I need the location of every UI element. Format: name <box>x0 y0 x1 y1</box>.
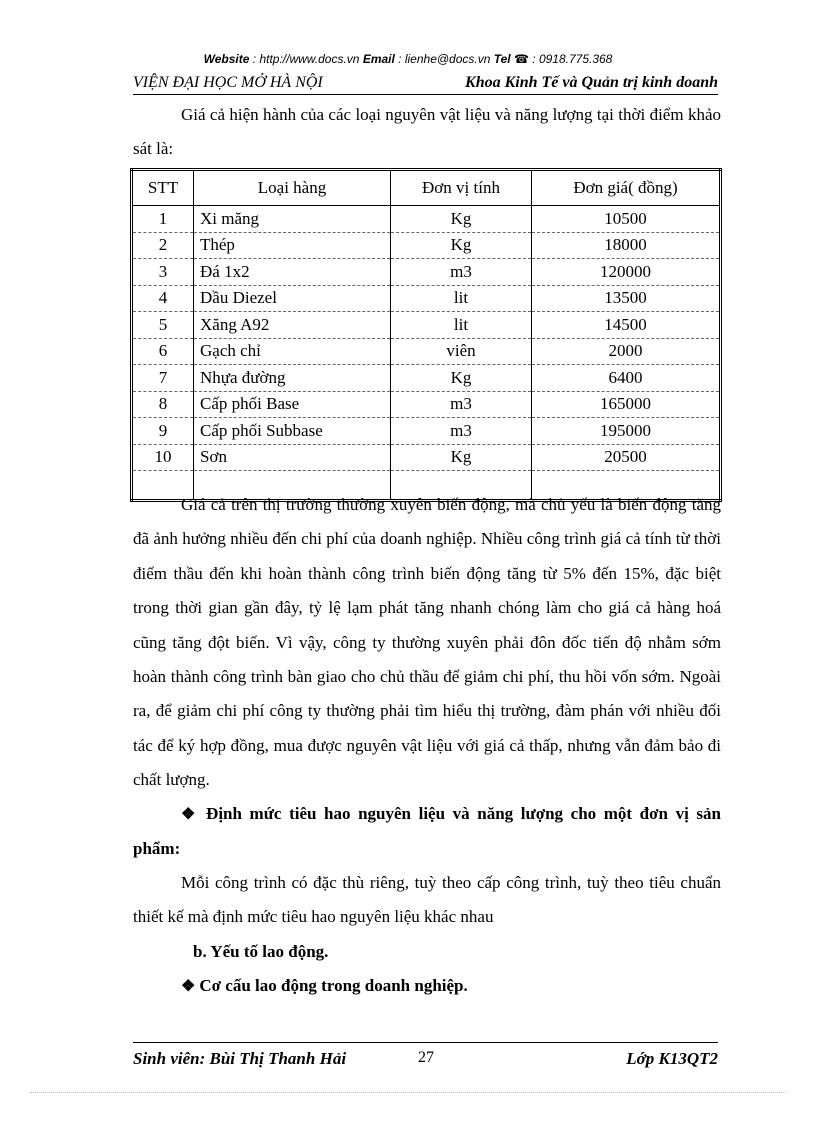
price-table <box>130 168 722 502</box>
table-row <box>132 391 721 418</box>
header-institute: VIỆN ĐẠI HỌC MỞ HÀ NỘI <box>133 74 323 91</box>
cell-stt: 7 <box>132 365 194 392</box>
email-label: Email <box>362 52 395 66</box>
cell-stt: 9 <box>132 418 194 445</box>
cell-item: Thép <box>194 232 391 259</box>
page-number: 27 <box>418 1049 434 1066</box>
cell-price: 10500 <box>532 206 721 233</box>
website-line <box>0 52 816 66</box>
consumption-heading-text: Định mức tiêu hao nguyên liệu và năng lượng cho một đơn vị sản phẩm: <box>133 804 721 859</box>
cell-price: 13500 <box>532 285 721 312</box>
intro-paragraph: Giá cả hiện hành của các loại nguyên vật liệu và năng lượng tại thời điểm khảo sát là: <box>133 105 721 159</box>
table-row <box>132 338 721 365</box>
header-item: Loại hàng <box>194 170 391 206</box>
cell-price: 14500 <box>532 312 721 339</box>
footer-student: Sinh viên: Bùi Thị Thanh Hải <box>133 1049 347 1068</box>
header-price: Đơn giá( đồng) <box>532 170 721 206</box>
header-unit: Đơn vị tính <box>391 170 532 206</box>
cell-price: 20500 <box>532 444 721 471</box>
page-header <box>133 74 718 95</box>
table-row <box>132 418 721 445</box>
cell-item: Xăng A92 <box>194 312 391 339</box>
table-row <box>132 285 721 312</box>
cell-unit: Kg <box>391 365 532 392</box>
cell-unit: lit <box>391 312 532 339</box>
cell-price: 120000 <box>532 259 721 286</box>
header-faculty: Khoa Kinh Tế và Quản trị kinh doanh <box>465 74 718 91</box>
cell-unit: m3 <box>391 391 532 418</box>
table-row <box>132 206 721 233</box>
cell-item: Cấp phối Base <box>194 391 391 418</box>
cell-stt: 6 <box>132 338 194 365</box>
table-header-row <box>132 170 721 206</box>
table-row <box>132 232 721 259</box>
cell-item: Gạch chỉ <box>194 338 391 365</box>
cell-stt: 8 <box>132 391 194 418</box>
diamond-bullet-icon: ❖ <box>181 806 207 823</box>
cell-stt: 3 <box>132 259 194 286</box>
cell-price: 165000 <box>532 391 721 418</box>
cell-item: Nhựa đường <box>194 365 391 392</box>
page-footer <box>133 1042 718 1073</box>
cell-unit: viên <box>391 338 532 365</box>
cell-unit: lit <box>391 285 532 312</box>
website-email: : lienhe@docs.vn <box>394 52 494 66</box>
cell-stt: 10 <box>132 444 194 471</box>
header-stt: STT <box>132 170 194 206</box>
cell-item: Xi măng <box>194 206 391 233</box>
cell-stt: 5 <box>132 312 194 339</box>
tel-label: Tel <box>493 52 511 66</box>
website-label: Website <box>203 52 250 66</box>
market-paragraph: Giá cả trên thị trường thường xuyên biến động, mà chủ yếu là biến động tăng đã ảnh hưởng nhiều đến chi phí của doanh nghiệp. Nhiều công trình giá cả tính từ thời điểm thầu đến khi hoàn thành công trình biến động tăng từ 5% đến 15%, đặc biệt trong thời gian gần đây, tỷ lệ lạm phát tăng nhanh chóng làm cho giá cả hàng hoá cũng tăng đột biến. Vì vậy, công ty thường xuyên phải đôn đốc tiến độ nhằm sớm hoàn thành công trình bàn giao cho chủ thầu để giảm chi phí, thu hồi vốn sớm. Ngoài ra, để giảm chi phí công ty thường phải tìm hiểu thị trường, đàm phán với nhiều đối tác để ký hợp đồng, mua được nguyên vật liệu với giá cả thấp, nhưng vẫn đảm bảo đi chất lượng. <box>133 495 721 790</box>
cell-stt: 1 <box>132 206 194 233</box>
cell-item: Cấp phối Subbase <box>194 418 391 445</box>
cell-price: 6400 <box>532 365 721 392</box>
website-url: : http://www.docs.vn <box>249 52 363 66</box>
table-row <box>132 444 721 471</box>
cell-unit: m3 <box>391 259 532 286</box>
consumption-heading <box>133 797 721 867</box>
cell-unit: Kg <box>391 232 532 259</box>
labor-structure-heading-text: Cơ cấu lao động trong doanh nghiệp. <box>199 976 468 995</box>
page-bottom-divider <box>30 1092 786 1093</box>
cell-price: 18000 <box>532 232 721 259</box>
consumption-paragraph: Mỗi công trình có đặc thù riêng, tuỳ theo cấp công trình, tuỳ theo tiêu chuẩn thiết kế mà định mức tiêu hao nguyên liệu khác nhau <box>133 873 721 927</box>
table-row <box>132 312 721 339</box>
diamond-bullet-icon: ❖ <box>181 978 200 995</box>
website-tel: ☎ : 0918.775.368 <box>510 52 613 66</box>
cell-item: Đá 1x2 <box>194 259 391 286</box>
cell-price: 2000 <box>532 338 721 365</box>
cell-unit: Kg <box>391 444 532 471</box>
footer-class: Lớp K13QT2 <box>626 1049 718 1068</box>
table-row <box>132 365 721 392</box>
labor-structure-heading <box>133 969 721 1004</box>
table-row <box>132 259 721 286</box>
labor-heading: b. Yếu tố lao động. <box>193 942 329 961</box>
cell-stt: 2 <box>132 232 194 259</box>
cell-item: Dầu Diezel <box>194 285 391 312</box>
cell-unit: m3 <box>391 418 532 445</box>
cell-item: Sơn <box>194 444 391 471</box>
cell-stt: 4 <box>132 285 194 312</box>
cell-unit: Kg <box>391 206 532 233</box>
cell-price: 195000 <box>532 418 721 445</box>
